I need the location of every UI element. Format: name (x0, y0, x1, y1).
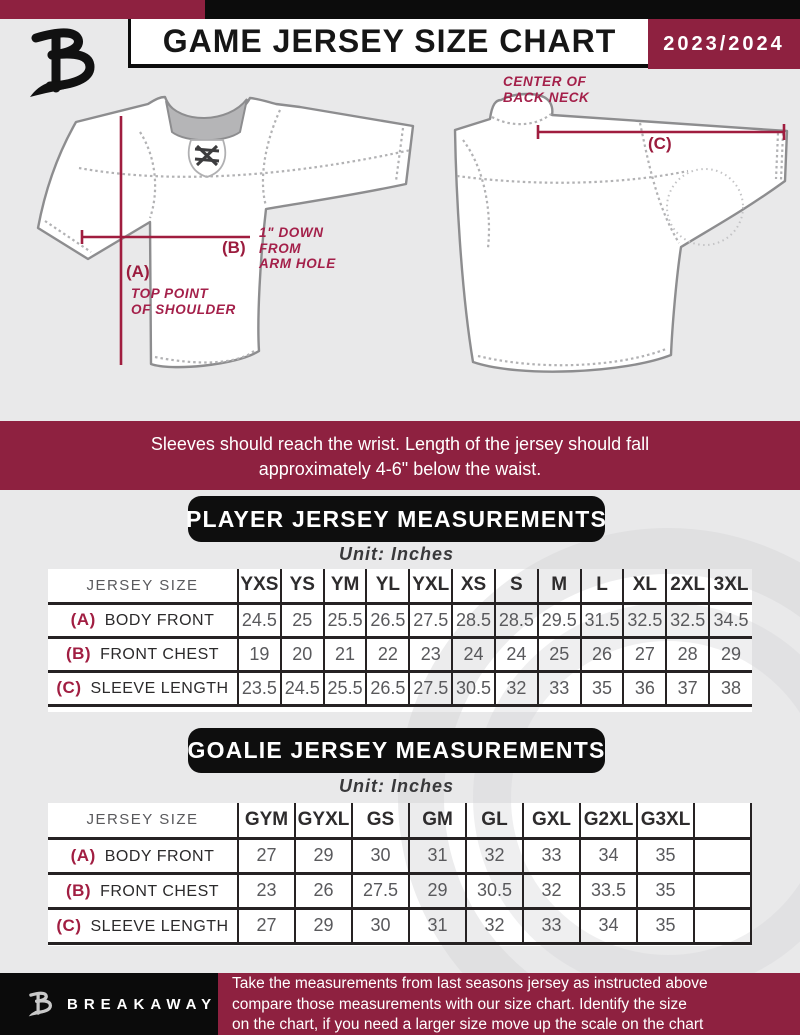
size-column-header: YM (324, 569, 367, 603)
breakaway-logo-footer-icon (28, 989, 54, 1020)
measure-label-b-line3: ARM HOLE (259, 256, 336, 271)
measurement-value: 19 (238, 637, 281, 671)
measurement-value: 35 (637, 908, 694, 943)
measurement-row-key: (B) (65, 880, 92, 900)
fit-notice-line1: Sleeves should reach the wrist. Length of the jersey should fall (150, 434, 650, 454)
goalie-unit-label: Unit: Inches (338, 776, 454, 796)
page-title: GAME JERSEY SIZE CHART (128, 19, 648, 68)
measurement-value: 27.5 (409, 671, 452, 705)
size-column-header: G2XL (580, 803, 637, 838)
measurement-row-key: (C) (56, 915, 82, 935)
measurement-value: 25 (281, 603, 324, 637)
measurement-value: 32.5 (666, 603, 709, 637)
size-column-header: YXS (238, 569, 281, 603)
jersey-back-outline (455, 94, 787, 372)
size-column-header: M (538, 569, 581, 603)
measurement-row (48, 908, 751, 943)
measurement-value: 38 (709, 671, 752, 705)
goalie-section-title: GOALIE JERSEY MEASUREMENTS (188, 728, 605, 773)
measurement-value: 29 (409, 873, 466, 908)
measurement-value: 26.5 (366, 603, 409, 637)
size-column-header: GXL (523, 803, 580, 838)
measure-key-a: (A) (126, 262, 150, 281)
measurement-value: 21 (324, 637, 367, 671)
footer-brand-block (0, 973, 218, 1035)
measurement-value: 36 (623, 671, 666, 705)
measurement-value: 27 (238, 838, 295, 873)
measurement-value: 29 (295, 908, 352, 943)
measurement-value: 32 (466, 838, 523, 873)
measurement-row-key: (C) (56, 678, 82, 697)
measurement-value: 27.5 (409, 603, 452, 637)
measurement-value: 26.5 (366, 671, 409, 705)
measurement-row (48, 671, 752, 705)
measurement-value: 30 (352, 838, 409, 873)
size-table-header-row (48, 803, 751, 838)
measurement-row-label (48, 873, 238, 908)
measurement-value: 34 (580, 838, 637, 873)
measurement-value: 22 (366, 637, 409, 671)
measurement-value: 23 (238, 873, 295, 908)
season-badge: 2023/2024 (648, 19, 800, 69)
measurement-row-label (48, 838, 238, 873)
size-column-header: GL (466, 803, 523, 838)
measurement-value: 25.5 (324, 603, 367, 637)
size-column-header: XS (452, 569, 495, 603)
measurement-value: 32 (466, 908, 523, 943)
measurement-row-name: BODY FRONT (104, 612, 215, 629)
footer-instructions-line1: Take the measurements from last seasons jersey as instructed above (232, 975, 708, 992)
footer-instructions-line2: compare those measurements with our size chart. Identify the size (232, 995, 687, 1013)
measurement-row-name: SLEEVE LENGTH (90, 917, 229, 935)
measurement-value: 28.5 (495, 603, 538, 637)
measurement-value: 31.5 (581, 603, 624, 637)
measurement-value: 27 (623, 637, 666, 671)
fit-notice-banner (0, 421, 800, 490)
measurement-row (48, 603, 752, 637)
header-maroon-strip (0, 0, 205, 19)
size-column-header: 3XL (709, 569, 752, 603)
measurement-value: 32.5 (623, 603, 666, 637)
measurement-value: 24 (495, 637, 538, 671)
jersey-size-header: JERSEY SIZE (86, 576, 199, 594)
measurement-value: 35 (637, 838, 694, 873)
measurement-row-label (48, 603, 238, 637)
measure-label-a-line1: TOP POINT (131, 286, 209, 301)
measurement-row-label (48, 908, 238, 943)
fit-notice-line2: approximately 4-6" below the waist. (258, 459, 542, 479)
footer-brand-name: BREAKAWAY (67, 995, 218, 1013)
size-column-header: L (581, 569, 624, 603)
measurement-value (694, 838, 751, 873)
footer-instructions (218, 973, 800, 1035)
measurement-value: 26 (581, 637, 624, 671)
measurement-value: 32 (523, 873, 580, 908)
size-column-header: GYXL (295, 803, 352, 838)
measurement-value: 33 (538, 671, 581, 705)
size-column-header: YXL (409, 569, 452, 603)
measurement-value: 33 (523, 838, 580, 873)
header-black-strip (205, 0, 800, 19)
size-column-header: GM (409, 803, 466, 838)
measurement-value: 28 (666, 637, 709, 671)
measurement-value: 29 (295, 838, 352, 873)
measure-label-b-line2: FROM (259, 240, 302, 256)
measure-label-c-line1: CENTER OF (503, 74, 587, 89)
measurement-value: 33 (523, 908, 580, 943)
measure-label-b (259, 225, 336, 272)
measurement-value: 25.5 (324, 671, 367, 705)
measurement-value: 23.5 (238, 671, 281, 705)
measurement-value (694, 908, 751, 943)
measurement-value: 29.5 (538, 603, 581, 637)
size-column-header: YL (366, 569, 409, 603)
measurement-value: 30.5 (452, 671, 495, 705)
measurement-value: 23 (409, 637, 452, 671)
measurement-row-name: SLEEVE LENGTH (90, 680, 229, 697)
size-column-header: S (495, 569, 538, 603)
measurement-value: 32 (495, 671, 538, 705)
measure-label-b-line1: 1" DOWN (259, 225, 324, 240)
measurement-row (48, 873, 751, 908)
measurement-value: 24.5 (238, 603, 281, 637)
measurement-value: 24 (452, 637, 495, 671)
measure-label-c-line2: BACK NECK (503, 89, 590, 105)
measurement-value: 26 (295, 873, 352, 908)
measurement-value: 30 (352, 908, 409, 943)
measure-label-a-line2: OF SHOULDER (131, 301, 236, 317)
measurement-row-name: FRONT CHEST (100, 882, 220, 900)
player-size-table (48, 569, 752, 707)
measurement-row-name: FRONT CHEST (100, 646, 220, 663)
measurement-value: 27.5 (352, 873, 409, 908)
measurement-value: 28.5 (452, 603, 495, 637)
size-column-header (694, 803, 751, 838)
jersey-front-collar-inset (166, 99, 247, 140)
size-column-header: GS (352, 803, 409, 838)
measurement-value: 25 (538, 637, 581, 671)
player-section-title: PLAYER JERSEY MEASUREMENTS (188, 496, 605, 542)
measurement-value: 31 (409, 838, 466, 873)
size-column-header: YS (281, 569, 324, 603)
measurement-value: 34.5 (709, 603, 752, 637)
measurement-row-label (48, 637, 238, 671)
measurement-value: 24.5 (281, 671, 324, 705)
jersey-diagrams (0, 70, 800, 421)
measurement-row-name: BODY FRONT (104, 847, 215, 865)
jersey-size-header: JERSEY SIZE (86, 811, 199, 829)
measurement-value: 30.5 (466, 873, 523, 908)
player-unit-label: Unit: Inches (338, 544, 454, 564)
footer-instructions-line3: on the chart, if you need a larger size move up the scale on the chart (232, 1016, 704, 1033)
measurement-row-key: (A) (70, 610, 96, 629)
measurement-value: 31 (409, 908, 466, 943)
measurement-value: 37 (666, 671, 709, 705)
measurement-value: 20 (281, 637, 324, 671)
size-column-header: 2XL (666, 569, 709, 603)
measurement-row (48, 637, 752, 671)
size-column-header: GYM (238, 803, 295, 838)
measurement-value (694, 873, 751, 908)
size-column-header: XL (623, 569, 666, 603)
measurement-row (48, 838, 751, 873)
measure-label-a (131, 286, 236, 317)
measurement-value: 27 (238, 908, 295, 943)
measure-key-c: (C) (648, 134, 672, 153)
measurement-row-label (48, 671, 238, 705)
goalie-size-table (48, 803, 752, 945)
size-column-header: G3XL (637, 803, 694, 838)
measurement-value: 33.5 (580, 873, 637, 908)
measurement-value: 34 (580, 908, 637, 943)
measure-key-b: (B) (222, 238, 246, 257)
measurement-value: 35 (637, 873, 694, 908)
measurement-row-key: (A) (70, 845, 96, 865)
measure-label-c (503, 74, 589, 105)
measurement-value: 35 (581, 671, 624, 705)
measurement-value: 29 (709, 637, 752, 671)
size-table-header-row (48, 569, 752, 603)
measurement-row-key: (B) (65, 644, 92, 663)
